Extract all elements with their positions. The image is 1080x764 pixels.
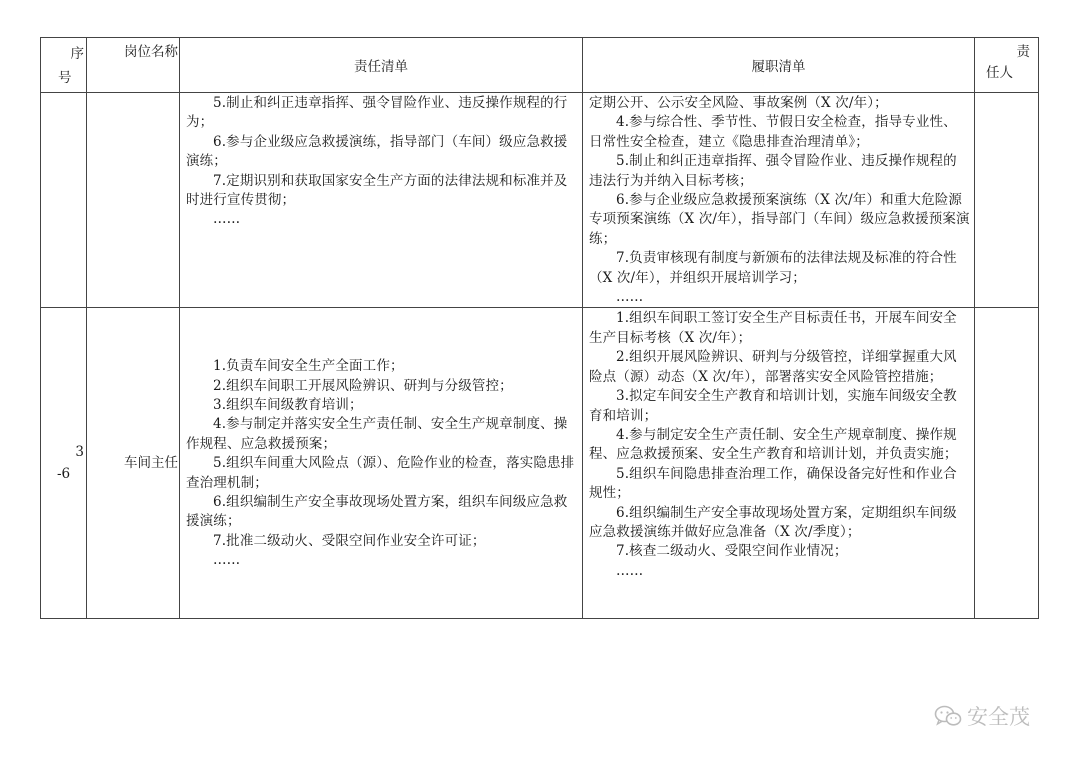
list-item: 7.定期识别和获取国家安全生产方面的法律法规和标准并及时进行宣传贯彻； bbox=[186, 172, 568, 209]
list-item: 7.负责审核现有制度与新颁布的法律法规及标准的符合性（X 次/年），并组织开展培训学习； bbox=[589, 250, 957, 286]
list-item: 6.参与企业级应急救援预案演练（X 次/年）和重大危险源专项预案演练（X 次/年），指导部门（车间）级应急救援预案演练； bbox=[589, 192, 970, 247]
list-item: …… bbox=[213, 211, 241, 228]
list-item: 7.批准二级动火、受限空间作业安全许可证； bbox=[213, 532, 486, 549]
responsible-person-cell bbox=[975, 308, 1039, 619]
list-item: 定期公开、公示安全风险、事故案例（X 次/年）； bbox=[589, 95, 888, 111]
wechat-icon bbox=[934, 705, 962, 727]
header-responsible-person: 责 任人 bbox=[975, 38, 1039, 93]
list-item: 6.组织编制生产安全事故现场处置方案，组织车间级应急救援演练； bbox=[186, 494, 568, 530]
list-item: 3.组织车间级教育培训； bbox=[213, 397, 363, 414]
list-item: 6.组织编制生产安全事故现场处置方案，定期组织车间级应急救援演练并做好应急准备（X 次/季度）； bbox=[589, 504, 957, 540]
list-item: 1.组织车间职工签订安全生产目标责任书，开展车间安全生产目标考核（X 次/年）； bbox=[589, 310, 957, 346]
table-row bbox=[41, 93, 1039, 308]
responsibilities-cell bbox=[180, 308, 583, 619]
performance-cell bbox=[583, 93, 975, 308]
list-item: 5.制止和纠正违章指挥、强令冒险作业、违反操作规程的违法行为并纳入目标考核； bbox=[589, 153, 957, 189]
list-item: 5.组织车间重大风险点（源）、危险作业的检查，落实隐患排查治理机制； bbox=[186, 455, 575, 491]
list-item: 7.核查二级动火、受限空间作业情况； bbox=[616, 543, 848, 560]
header-performance: 履职清单 bbox=[583, 38, 975, 93]
table-header-row bbox=[41, 38, 1039, 93]
list-item: 5.组织车间隐患排查治理工作，确保设备完好性和作业合规性； bbox=[589, 465, 957, 502]
post-cell: 车间主任 bbox=[87, 308, 180, 619]
responsibilities-cell bbox=[180, 93, 583, 308]
responsibility-table bbox=[40, 37, 1039, 619]
list-item: 4.参与制定安全生产责任制、安全生产规章制度、操作规程、应急救援预案、安全生产教育和培训计划，并负责实施； bbox=[589, 426, 958, 463]
list-item: …… bbox=[616, 289, 644, 306]
header-responsibilities: 责任清单 bbox=[180, 38, 583, 93]
seq-cell: 3 -6 bbox=[41, 308, 87, 619]
watermark bbox=[934, 701, 1030, 731]
performance-cell bbox=[583, 308, 975, 619]
list-item: 2.组织车间职工开展风险辨识、研判与分级管控； bbox=[213, 377, 513, 394]
list-item: 4.参与综合性、季节性、节假日安全检查，指导专业性、日常性安全检查，建立《隐患排查治理清单》； bbox=[589, 114, 957, 150]
list-item: 2.组织开展风险辨识、研判与分级管控，详细掌握重大风险点（源）动态（X 次/年），部署落实安全风险管控措施； bbox=[589, 349, 957, 385]
list-item: 5.制止和纠正违章指挥、强令冒险作业、违反操作规程的行为； bbox=[186, 95, 568, 131]
list-item: 4.参与制定并落实安全生产责任制、安全生产规章制度、操作规程、应急救援预案； bbox=[186, 416, 568, 452]
list-item: 1.负责车间安全生产全面工作； bbox=[213, 358, 404, 375]
watermark-text: 安全茂 bbox=[967, 705, 1030, 729]
table-row bbox=[41, 308, 1039, 619]
header-post-name: 岗位名称 bbox=[87, 38, 180, 93]
seq-cell bbox=[41, 93, 87, 308]
post-cell bbox=[87, 93, 180, 308]
list-item: 3.拟定车间安全生产教育和培训计划，实施车间级安全教育和培训； bbox=[589, 388, 957, 424]
responsible-person-cell bbox=[975, 93, 1039, 308]
list-item: 6.参与企业级应急救援演练，指导部门（车间）级应急救援演练； bbox=[186, 133, 568, 170]
list-item: …… bbox=[616, 562, 644, 579]
header-seq-no: 序 号 bbox=[41, 38, 87, 93]
list-item: …… bbox=[213, 552, 241, 569]
